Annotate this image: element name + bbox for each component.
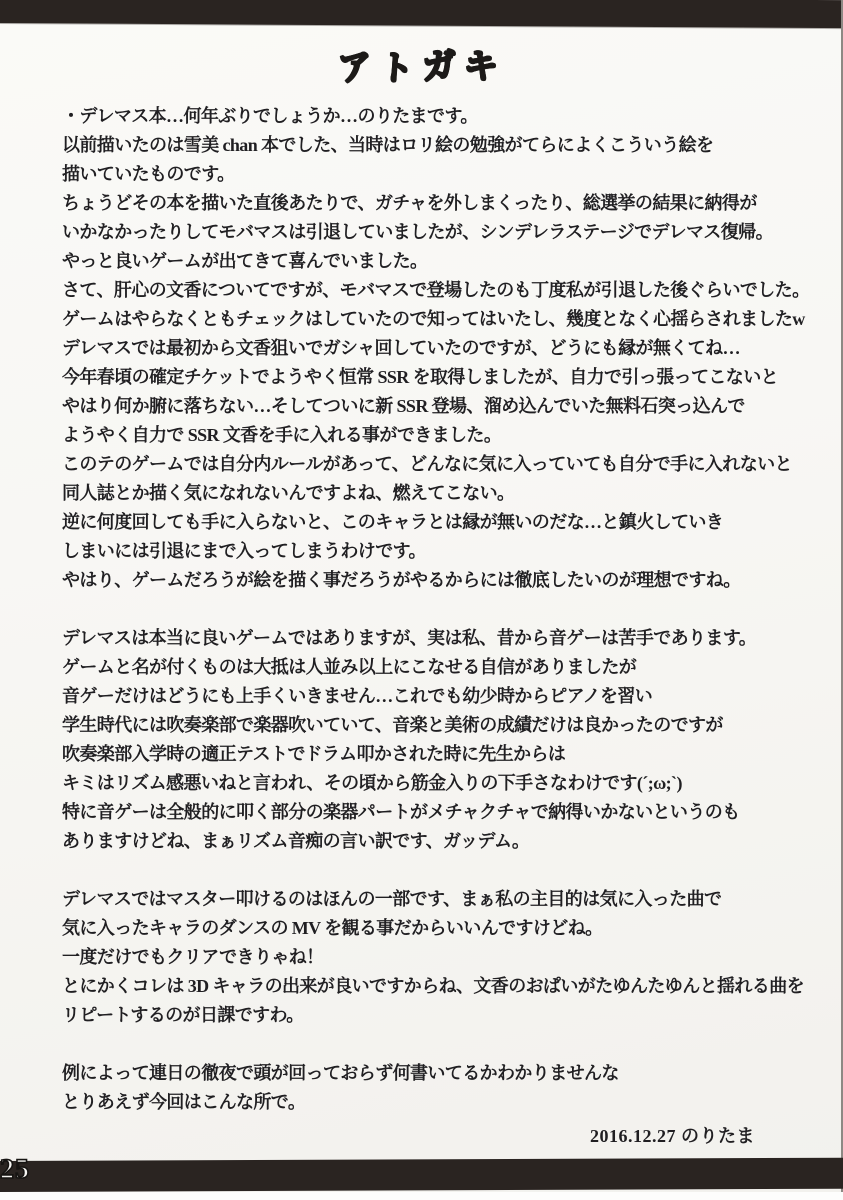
title-char: ガ	[420, 45, 466, 87]
text-line: 以前描いたのは雪美 chan 本でした、当時はロリ絵の勉強がてらによくこういう絵を	[62, 135, 714, 155]
text-line: 逆に何度回しても手に入らないと、このキャラとは縁が無いのだな…と鎮火していき	[62, 512, 724, 532]
text-line: 特に音ゲーは全般的に叩く部分の楽器パートがメチャクチャで納得いかないというのも	[62, 802, 740, 822]
title-char: ア	[335, 44, 383, 89]
page-title	[0, 38, 843, 90]
text-line: キミはリズム感悪いねと言われ、その頃から筋金入りの下手さなわけです(´;ω;`)	[62, 773, 682, 793]
text-line: 描いていたものです。	[62, 164, 235, 184]
text-line: やっと良いゲームが出てきて喜んでいました。	[62, 251, 428, 271]
text-line: 吹奏楽部入学時の適正テストでドラム叩かされた時に先生からは	[62, 744, 566, 764]
text-line: このテのゲームでは自分内ルールがあって、どんなに気に入っていても自分で手に入れないと	[62, 454, 792, 474]
text-line: 同人誌とか描く気になれないんですよね、燃えてこない。	[62, 483, 515, 503]
text-line: いかなかったりしてモバマスは引退していましたが、シンデレラステージでデレマス復帰。	[62, 222, 773, 242]
text-line: さて、肝心の文香についてですが、モバマスで登場したのも丁度私が引退した後ぐらいでした。	[62, 280, 810, 300]
text-line: ゲームはやらなくともチェックはしていたので知ってはいたし、幾度となく心揺らされましたw	[62, 309, 805, 329]
text-line: ・デレマス本…何年ぶりでしょうか…のりたまです。	[62, 106, 478, 126]
text-line: デレマスは本当に良いゲームではありますが、実は私、昔から音ゲーは苦手であります。	[62, 628, 757, 648]
signature-line: 2016.12.27 のりたま	[590, 1126, 755, 1146]
text-line: やはり何か腑に落ちない…そしてついに新 SSR 登場、溜め込んでいた無料石突っ込んで	[62, 396, 745, 416]
page-number: 25	[0, 1153, 31, 1185]
text-line: デレマスでは最初から文香狙いでガシャ回していたのですが、どうにも縁が無くてね…	[62, 338, 740, 358]
text-line: 一度だけでもクリアできりゃね！	[62, 947, 324, 967]
scan-edge-bottom	[0, 1192, 843, 1200]
text-line: 今年春頃の確定チケットでようやく恒常 SSR を取得しましたが、自力で引っ張ってこないと	[62, 367, 778, 387]
scan-border-top	[0, 0, 843, 28]
paragraph	[62, 1059, 813, 1117]
text-line: しまいには引退にまで入ってしまうわけです。	[62, 541, 426, 561]
paragraph	[62, 885, 813, 1030]
text-line: リピートするのが日課ですわ。	[62, 1005, 304, 1025]
text-line: やはり、ゲームだろうが絵を描く事だろうがやるからには徹底したいのが理想ですね。	[62, 570, 741, 590]
text-line: ちょうどその本を描いた直後あたりで、ガチャを外しまくったり、総選挙の結果に納得が	[62, 193, 757, 213]
text-line: デレマスではマスター叩けるのはほんの一部です、まぁ私の主目的は気に入った曲で	[62, 889, 722, 909]
page-footer-bar	[0, 1153, 843, 1192]
paragraph	[62, 624, 813, 856]
paragraph	[62, 102, 813, 595]
text-line: とにかくコレは 3D キャラの出来が良いですからね、文香のおぱいがたゆんたゆんと揺れる曲を	[62, 976, 804, 996]
afterword-text	[62, 102, 813, 1117]
text-line: 学生時代には吹奏楽部で楽器吹いていて、音楽と美術の成績だけは良かったのですが	[62, 715, 723, 735]
text-line: ようやく自力で SSR 文香を手に入れる事ができました。	[62, 425, 502, 445]
text-line: ありますけどね、まぁリズム音痴の言い訳です、ガッデム。	[62, 831, 530, 851]
text-line: 音ゲーだけはどうにも上手くいきません…これでも幼少時からピアノを習い	[62, 686, 653, 706]
title-char: ト	[377, 48, 423, 90]
text-line: 気に入ったキャラのダンスの MV を観る事だからいいんですけどね。	[62, 918, 603, 938]
text-line: ゲームと名が付くものは大抵は人並み以上にこなせる自信がありましたが	[62, 657, 637, 677]
title-char: キ	[462, 46, 507, 88]
text-line: 例によって連日の徹夜で頭が回っておらず何書いてるかわかりませんな	[62, 1063, 619, 1083]
text-line: とりあえず今回はこんな所で。	[62, 1092, 306, 1112]
